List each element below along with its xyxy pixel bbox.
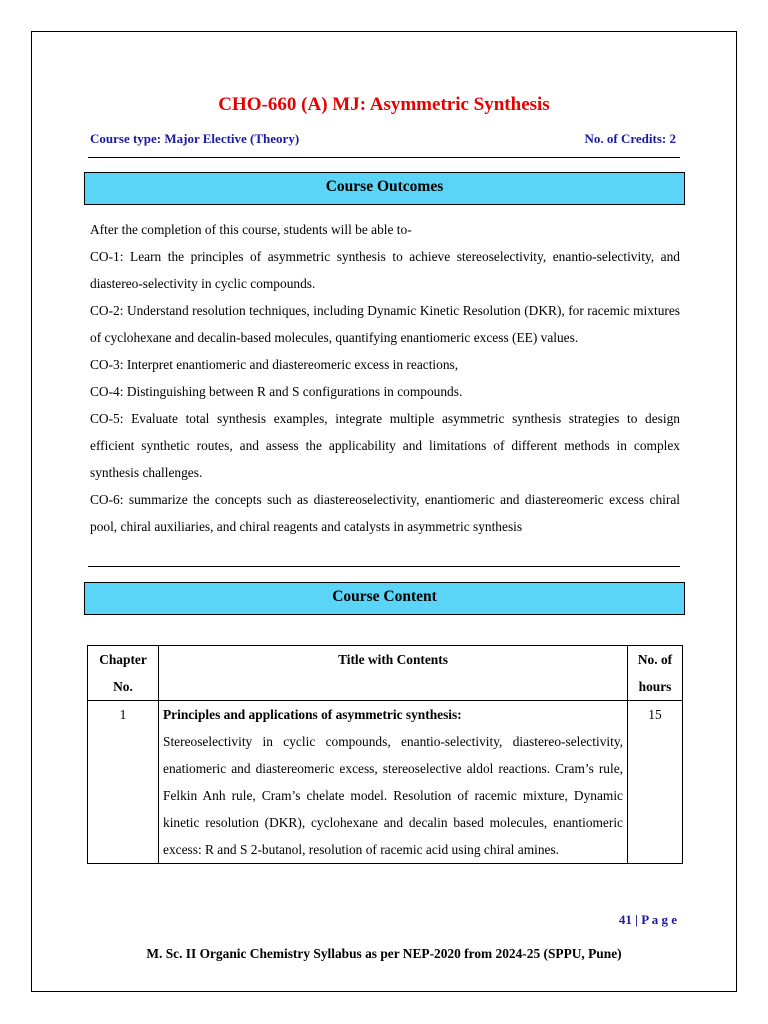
course-content-table bbox=[87, 645, 683, 864]
page-number: 41 | P a g e bbox=[618, 912, 677, 927]
course-content-heading: Course Content bbox=[84, 582, 685, 615]
header-chapter: Chapter No. bbox=[88, 646, 159, 701]
chapter-number: 1 bbox=[88, 701, 159, 864]
outcome-item: CO-6: summarize the concepts such as diastereoselectivity, enantiomeric and diastereomeric excess chiral pool, chiral auxiliaries, and chiral reagents and catalysts in asymmetric synthesis bbox=[90, 492, 680, 534]
chapter-description: Stereoselectivity in cyclic compounds, enantio-selectivity, diastereo-selectivity, enatiomeric and diastereomeric excess, stereoselective aldol reactions. Cram’s rule, Felkin Anh rule, Cram’s chelate model. Resolution of racemic mixture, Dynamic kinetic resolution (DKR), cyclohexane and decalin based molecules, enantiomeric excess: R and S 2-butanol, resolution of racemic acid using chiral amines. bbox=[163, 734, 623, 857]
page-title: CHO-660 (A) MJ: Asymmetric Synthesis bbox=[218, 94, 550, 115]
table-row bbox=[88, 701, 683, 864]
course-outcomes-list bbox=[90, 216, 680, 540]
chapter-contents bbox=[159, 701, 628, 864]
footer-text: M. Sc. II Organic Chemistry Syllabus as per NEP-2020 from 2024-25 (SPPU, Pune) bbox=[146, 946, 622, 961]
outcomes-intro: After the completion of this course, students will be able to- bbox=[90, 222, 412, 237]
header-divider bbox=[88, 157, 680, 158]
outcomes-divider bbox=[88, 566, 680, 567]
header-title: Title with Contents bbox=[159, 646, 628, 701]
header-hours: No. of hours bbox=[628, 646, 683, 701]
course-type: Course type: Major Elective (Theory) bbox=[90, 131, 300, 146]
outcome-item: CO-4: Distinguishing between R and S configurations in compounds. bbox=[90, 384, 463, 399]
outcome-item: CO-3: Interpret enantiomeric and diastereomeric excess in reactions, bbox=[90, 357, 459, 372]
outcome-item: CO-1: Learn the principles of asymmetric synthesis to achieve stereoselectivity, enantio-selectivity, and diastereo-selectivity in cyclic compounds. bbox=[90, 249, 680, 291]
chapter-title: Principles and applications of asymmetric synthesis: bbox=[163, 707, 462, 722]
chapter-hours: 15 bbox=[628, 701, 683, 864]
table-header-row bbox=[88, 646, 683, 701]
outcome-item: CO-5: Evaluate total synthesis examples, integrate multiple asymmetric synthesis strategies to design efficient synthetic routes, and assess the applicability and limitations of different methods in complex synthesis challenges. bbox=[90, 411, 680, 480]
outcome-item: CO-2: Understand resolution techniques, including Dynamic Kinetic Resolution (DKR), for racemic mixtures of cyclohexane and decalin-based molecules, quantifying enantiomeric excess (EE) values. bbox=[90, 303, 680, 345]
credits: No. of Credits: 2 bbox=[584, 131, 676, 146]
course-outcomes-heading: Course Outcomes bbox=[84, 172, 685, 205]
